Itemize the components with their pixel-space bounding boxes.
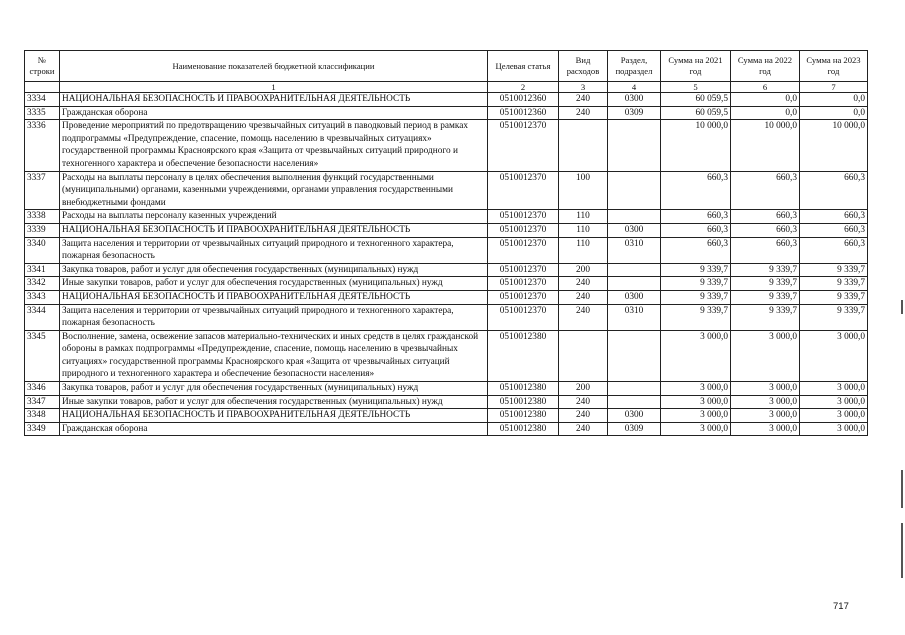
sum-2022-cell: 660,3 (731, 171, 800, 210)
row-number-cell: 3344 (25, 304, 60, 330)
table-row (25, 120, 868, 171)
sum-2021-cell: 60 059,5 (661, 93, 731, 107)
sum-2022-cell: 3 000,0 (731, 409, 800, 423)
expense-type-cell (559, 330, 608, 381)
sum-2022-cell: 0,0 (731, 93, 800, 107)
col-number: 4 (608, 82, 661, 93)
section-code-cell: 0309 (608, 106, 661, 120)
target-article-cell: 0510012360 (488, 106, 559, 120)
sum-2022-cell: 10 000,0 (731, 120, 800, 171)
indicator-name-cell: Гражданская оборона (60, 422, 488, 436)
expense-type-cell: 240 (559, 304, 608, 330)
sum-2023-cell: 9 339,7 (800, 277, 868, 291)
expense-type-cell: 240 (559, 395, 608, 409)
section-code-cell: 0300 (608, 409, 661, 423)
table-row (25, 422, 868, 436)
section-code-cell (608, 395, 661, 409)
sum-2022-cell: 9 339,7 (731, 263, 800, 277)
sum-2023-cell: 660,3 (800, 223, 868, 237)
header-section: Раздел, подраздел (608, 51, 661, 82)
col-number: 5 (661, 82, 731, 93)
header-row-number: № строки (25, 51, 60, 82)
sum-2022-cell: 660,3 (731, 210, 800, 224)
row-number-cell: 3337 (25, 171, 60, 210)
row-number-cell: 3343 (25, 290, 60, 304)
sum-2023-cell: 3 000,0 (800, 330, 868, 381)
section-code-cell: 0300 (608, 290, 661, 304)
indicator-name-cell: Иные закупки товаров, работ и услуг для обеспечения государственных (муниципальных) нужд (60, 277, 488, 291)
target-article-cell: 0510012380 (488, 382, 559, 396)
table-row (25, 277, 868, 291)
indicator-name-cell: Расходы на выплаты персоналу в целях обеспечения выполнения функций государственными (муниципальными) органами, казенными учреждениями, органами управления государственными внебюджетными фондами (60, 171, 488, 210)
sum-2021-cell: 10 000,0 (661, 120, 731, 171)
sum-2022-cell: 0,0 (731, 106, 800, 120)
sum-2023-cell: 9 339,7 (800, 263, 868, 277)
indicator-name-cell: НАЦИОНАЛЬНАЯ БЕЗОПАСНОСТЬ И ПРАВООХРАНИТЕЛЬНАЯ ДЕЯТЕЛЬНОСТЬ (60, 290, 488, 304)
header-indicator-name: Наименование показателей бюджетной классификации (60, 51, 488, 82)
page-number: 717 (833, 601, 849, 612)
section-code-cell: 0310 (608, 304, 661, 330)
sum-2023-cell: 0,0 (800, 93, 868, 107)
sum-2023-cell: 0,0 (800, 106, 868, 120)
section-code-cell: 0300 (608, 93, 661, 107)
header-sum-2021: Сумма на 2021 год (661, 51, 731, 82)
table-row (25, 106, 868, 120)
section-code-cell (608, 382, 661, 396)
sum-2021-cell: 660,3 (661, 237, 731, 263)
target-article-cell: 0510012370 (488, 237, 559, 263)
sum-2023-cell: 3 000,0 (800, 409, 868, 423)
section-code-cell (608, 120, 661, 171)
column-numbers-row (25, 82, 868, 93)
table-row (25, 330, 868, 381)
sum-2023-cell: 660,3 (800, 237, 868, 263)
row-number-cell: 3335 (25, 106, 60, 120)
scan-edge-mark (901, 523, 903, 578)
sum-2022-cell: 660,3 (731, 223, 800, 237)
sum-2022-cell: 660,3 (731, 237, 800, 263)
expense-type-cell (559, 120, 608, 171)
row-number-cell: 3336 (25, 120, 60, 171)
sum-2021-cell: 9 339,7 (661, 304, 731, 330)
indicator-name-cell: Закупка товаров, работ и услуг для обеспечения государственных (муниципальных) нужд (60, 382, 488, 396)
sum-2021-cell: 660,3 (661, 171, 731, 210)
sum-2023-cell: 10 000,0 (800, 120, 868, 171)
section-code-cell: 0300 (608, 223, 661, 237)
indicator-name-cell: Защита населения и территории от чрезвычайных ситуаций природного и техногенного характера, пожарная безопасность (60, 237, 488, 263)
row-number-cell: 3341 (25, 263, 60, 277)
table-row (25, 395, 868, 409)
sum-2021-cell: 3 000,0 (661, 382, 731, 396)
scan-edge-mark (901, 300, 903, 314)
target-article-cell: 0510012360 (488, 93, 559, 107)
expense-type-cell: 240 (559, 290, 608, 304)
expense-type-cell: 240 (559, 277, 608, 291)
sum-2022-cell: 3 000,0 (731, 422, 800, 436)
target-article-cell: 0510012370 (488, 120, 559, 171)
sum-2022-cell: 3 000,0 (731, 330, 800, 381)
indicator-name-cell: НАЦИОНАЛЬНАЯ БЕЗОПАСНОСТЬ И ПРАВООХРАНИТЕЛЬНАЯ ДЕЯТЕЛЬНОСТЬ (60, 93, 488, 107)
expense-type-cell: 240 (559, 422, 608, 436)
sum-2022-cell: 9 339,7 (731, 304, 800, 330)
sum-2021-cell: 660,3 (661, 210, 731, 224)
expense-type-cell: 240 (559, 409, 608, 423)
section-code-cell: 0310 (608, 237, 661, 263)
table-row (25, 304, 868, 330)
table-row (25, 290, 868, 304)
sum-2023-cell: 9 339,7 (800, 290, 868, 304)
row-number-cell: 3334 (25, 93, 60, 107)
indicator-name-cell: Закупка товаров, работ и услуг для обеспечения государственных (муниципальных) нужд (60, 263, 488, 277)
expense-type-cell: 100 (559, 171, 608, 210)
section-code-cell (608, 277, 661, 291)
expense-type-cell: 110 (559, 210, 608, 224)
indicator-name-cell: Иные закупки товаров, работ и услуг для обеспечения государственных (муниципальных) нужд (60, 395, 488, 409)
sum-2021-cell: 9 339,7 (661, 290, 731, 304)
sum-2021-cell: 9 339,7 (661, 277, 731, 291)
header-expense-type: Вид расходов (559, 51, 608, 82)
row-number-cell: 3339 (25, 223, 60, 237)
sum-2021-cell: 3 000,0 (661, 409, 731, 423)
header-sum-2022: Сумма на 2022 год (731, 51, 800, 82)
sum-2021-cell: 3 000,0 (661, 422, 731, 436)
header-target-article: Целевая статья (488, 51, 559, 82)
indicator-name-cell: Проведение мероприятий по предотвращению чрезвычайных ситуаций в паводковый период в рамках подпрограммы «Предупреждение, спасение, помощь населению в чрезвычайных ситуациях» государственной программы Красноярского края «Защита от чрезвычайных ситуаций природного и техногенного характера и обеспечение безопасности населения» (60, 120, 488, 171)
sum-2021-cell: 9 339,7 (661, 263, 731, 277)
target-article-cell: 0510012380 (488, 330, 559, 381)
table-row (25, 223, 868, 237)
table-row (25, 237, 868, 263)
table-row (25, 210, 868, 224)
col-number: 1 (60, 82, 488, 93)
expense-type-cell: 110 (559, 237, 608, 263)
sum-2021-cell: 3 000,0 (661, 395, 731, 409)
indicator-name-cell: НАЦИОНАЛЬНАЯ БЕЗОПАСНОСТЬ И ПРАВООХРАНИТЕЛЬНАЯ ДЕЯТЕЛЬНОСТЬ (60, 409, 488, 423)
target-article-cell: 0510012370 (488, 263, 559, 277)
table-row (25, 93, 868, 107)
expense-type-cell: 240 (559, 93, 608, 107)
col-number: 3 (559, 82, 608, 93)
header-row (25, 51, 868, 82)
sum-2023-cell: 3 000,0 (800, 382, 868, 396)
header-sum-2023: Сумма на 2023 год (800, 51, 868, 82)
table-row (25, 263, 868, 277)
indicator-name-cell: Расходы на выплаты персоналу казенных учреждений (60, 210, 488, 224)
indicator-name-cell: Защита населения и территории от чрезвычайных ситуаций природного и техногенного характера, пожарная безопасность (60, 304, 488, 330)
scan-edge-mark (901, 470, 903, 508)
section-code-cell (608, 171, 661, 210)
sum-2021-cell: 660,3 (661, 223, 731, 237)
col-number: 6 (731, 82, 800, 93)
sum-2022-cell: 3 000,0 (731, 395, 800, 409)
target-article-cell: 0510012370 (488, 290, 559, 304)
sum-2021-cell: 60 059,5 (661, 106, 731, 120)
sum-2023-cell: 660,3 (800, 171, 868, 210)
table-row (25, 171, 868, 210)
row-number-cell: 3348 (25, 409, 60, 423)
section-code-cell (608, 330, 661, 381)
indicator-name-cell: НАЦИОНАЛЬНАЯ БЕЗОПАСНОСТЬ И ПРАВООХРАНИТЕЛЬНАЯ ДЕЯТЕЛЬНОСТЬ (60, 223, 488, 237)
expense-type-cell: 200 (559, 263, 608, 277)
row-number-cell: 3346 (25, 382, 60, 396)
col-number: 2 (488, 82, 559, 93)
sum-2022-cell: 9 339,7 (731, 277, 800, 291)
target-article-cell: 0510012380 (488, 395, 559, 409)
row-number-cell: 3342 (25, 277, 60, 291)
indicator-name-cell: Гражданская оборона (60, 106, 488, 120)
target-article-cell: 0510012370 (488, 171, 559, 210)
col-number-blank (25, 82, 60, 93)
sum-2022-cell: 3 000,0 (731, 382, 800, 396)
row-number-cell: 3349 (25, 422, 60, 436)
expense-type-cell: 110 (559, 223, 608, 237)
target-article-cell: 0510012370 (488, 304, 559, 330)
budget-table (24, 50, 868, 436)
table-body (25, 93, 868, 436)
target-article-cell: 0510012370 (488, 223, 559, 237)
section-code-cell (608, 263, 661, 277)
table-row (25, 409, 868, 423)
target-article-cell: 0510012370 (488, 210, 559, 224)
col-number: 7 (800, 82, 868, 93)
expense-type-cell: 240 (559, 106, 608, 120)
sum-2023-cell: 9 339,7 (800, 304, 868, 330)
sum-2021-cell: 3 000,0 (661, 330, 731, 381)
section-code-cell: 0309 (608, 422, 661, 436)
row-number-cell: 3340 (25, 237, 60, 263)
expense-type-cell: 200 (559, 382, 608, 396)
target-article-cell: 0510012380 (488, 409, 559, 423)
row-number-cell: 3345 (25, 330, 60, 381)
sum-2023-cell: 3 000,0 (800, 395, 868, 409)
target-article-cell: 0510012380 (488, 422, 559, 436)
row-number-cell: 3338 (25, 210, 60, 224)
sum-2023-cell: 660,3 (800, 210, 868, 224)
indicator-name-cell: Восполнение, замена, освежение запасов материально-технических и иных средств в целях гражданской обороны в рамках подпрограммы «Предупреждение, спасение, помощь населению в чрезвычайных ситуациях» государственной программы Красноярского края «Защита от чрезвычайных ситуаций природного и техногенного характера и обеспечение безопасности населения» (60, 330, 488, 381)
target-article-cell: 0510012370 (488, 277, 559, 291)
sum-2023-cell: 3 000,0 (800, 422, 868, 436)
row-number-cell: 3347 (25, 395, 60, 409)
sum-2022-cell: 9 339,7 (731, 290, 800, 304)
section-code-cell (608, 210, 661, 224)
table-row (25, 382, 868, 396)
